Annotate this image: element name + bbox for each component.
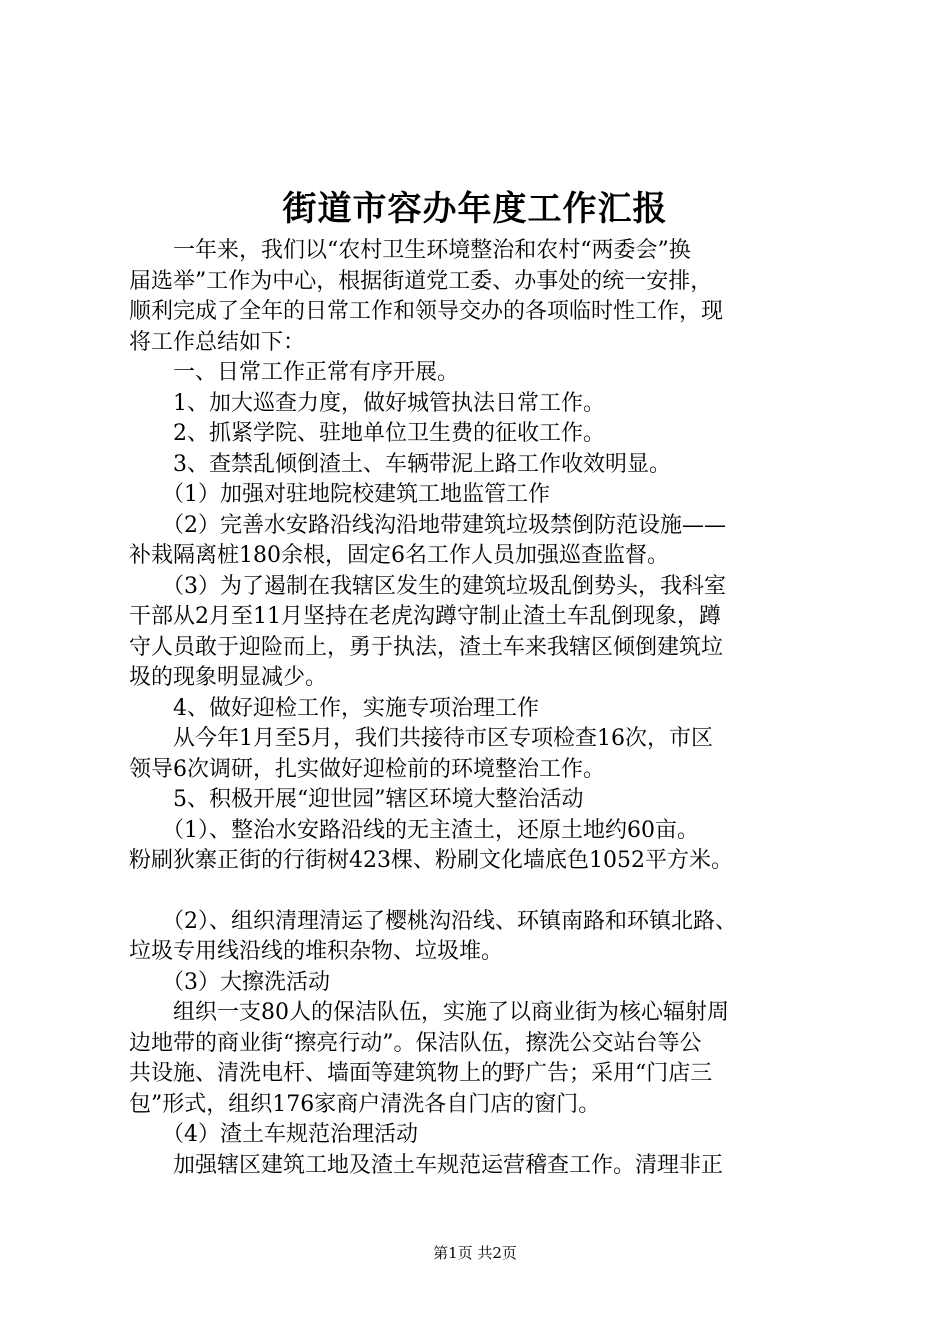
body-line: 共设施、清洗电杆、墙面等建筑物上的野广告；采用“门店三 [129, 1061, 713, 1086]
body-line [129, 877, 837, 907]
body-line: 顺利完成了全年的日常工作和领导交办的各项临时性工作，现 [129, 299, 724, 324]
body-line: 一、日常工作正常有序开展。 [129, 360, 460, 385]
page-footer: 第1页 共2页 [433, 1244, 517, 1262]
body-line: （1）加强对驻地院校建筑工地监管工作 [129, 482, 550, 507]
body-line: （3）大擦洗活动 [129, 969, 330, 995]
body-line: （4）渣土车规范治理活动 [129, 1122, 418, 1147]
document-body [129, 236, 837, 1181]
body-line: 干部从2月至11月坚持在老虎沟蹲守制止渣土车乱倒现象，蹲 [129, 604, 721, 629]
body-line: 4、做好迎检工作，实施专项治理工作 [129, 695, 539, 721]
body-line: 领导6次调研，扎实做好迎检前的环境整治工作。 [129, 756, 605, 782]
body-line: 边地带的商业街“擦亮行动”。保洁队伍，擦洗公交站台等公 [129, 1030, 702, 1056]
body-line: （3）为了遏制在我辖区发生的建筑垃圾乱倒势头，我科室 [129, 573, 726, 599]
body-line: 从今年1月至5月，我们共接待市区专项检查16次，市区 [129, 726, 713, 751]
body-line: （2）完善水安路沿线沟沿地带建筑垃圾禁倒防范设施—— [129, 512, 726, 538]
body-line: 加强辖区建筑工地及渣土车规范运营稽查工作。清理非正 [129, 1152, 724, 1178]
body-line: 垃圾专用线沿线的堆积杂物、垃圾堆。 [129, 939, 504, 964]
body-line: 2、抓紧学院、驻地单位卫生费的征收工作。 [129, 421, 605, 446]
body-line: 组织一支80人的保洁队伍，实施了以商业街为核心辐射周 [129, 1000, 729, 1025]
body-line: 一年来，我们以“农村卫生环境整治和农村“两委会”换 [129, 238, 691, 263]
document-title: 街道市容办年度工作汇报 [282, 189, 668, 229]
body-line: 补栽隔离桩180余根，固定6名工作人员加强巡查监督。 [129, 543, 669, 568]
body-line: 5、积极开展“迎世园”辖区环境大整治活动 [129, 787, 584, 812]
body-line: （2）、组织清理清运了樱桃沟沿线、环镇南路和环镇北路、 [129, 908, 737, 934]
body-line: （1）、整治水安路沿线的无主渣土，还原土地约60亩。 [129, 817, 699, 843]
body-line: 粉刷狄寨正街的行街树423棵、粉刷文化墙底色1052平方米。 [129, 848, 733, 873]
body-line: 圾的现象明显减少。 [129, 665, 328, 690]
body-line: 守人员敢于迎险而上，勇于执法，渣土车来我辖区倾倒建筑垃 [129, 634, 724, 660]
body-line: 届选举”工作为中心，根据街道党工委、办事处的统一安排， [129, 268, 713, 294]
body-line: 3、查禁乱倾倒渣土、车辆带泥上路工作收效明显。 [129, 451, 671, 477]
body-line: 包”形式，组织176家商户清洗各自门店的窗门。 [129, 1091, 601, 1117]
body-line: 1、加大巡查力度，做好城管执法日常工作。 [129, 390, 605, 416]
body-line: 将工作总结如下： [129, 329, 306, 355]
